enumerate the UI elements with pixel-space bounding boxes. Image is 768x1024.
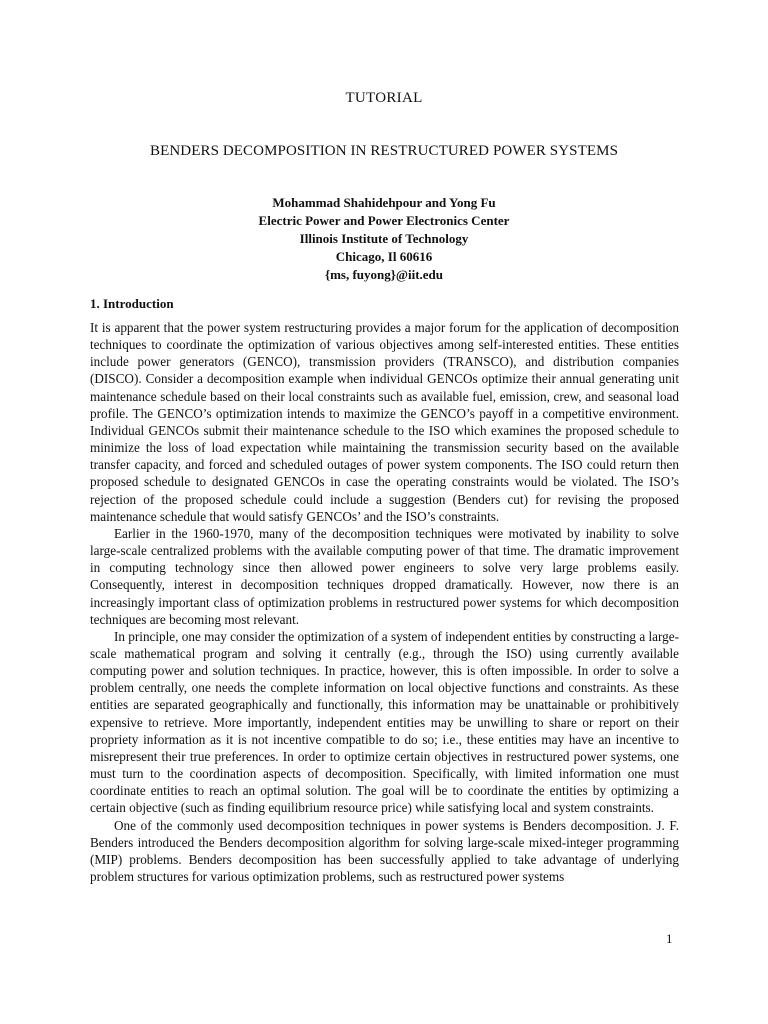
author-institution: Illinois Institute of Technology bbox=[299, 231, 469, 246]
author-email: {ms, fuyong}@iit.edu bbox=[324, 267, 444, 282]
paragraph-4: One of the commonly used decomposition techniques in power systems is Benders decomposition. J. F. Benders introduced the Benders decomposition algorithm for solving large-scale mixed-integer programming (MIP) problems. Benders decomposition has been successfully applied to take advantage of underlying problem structures for various optimization problems, such as restructured power systems bbox=[90, 817, 679, 884]
author-names: Mohammad Shahidehpour and Yong Fu bbox=[272, 195, 496, 210]
author-location: Chicago, Il 60616 bbox=[335, 249, 433, 264]
page-number: 1 bbox=[666, 931, 673, 946]
paragraph-3: In principle, one may consider the optimization of a system of independent entities by constructing a large-scale mathematical program and solving it centrally (e.g., through the ISO) using currently available computing power and solution techniques. In practice, however, this is often impossible. In order to solve a problem centrally, one needs the complete information on local objective functions and constraints. As these entities are separated geographically and functionally, this information may be unattainable or prohibitively expensive to retrieve. More importantly, independent entities may be unwilling to share or report on their propriety information as it is not incentive compatible to do so; i.e., these entities may have an incentive to misrepresent their true preferences. In order to optimize certain objectives in restructured power systems, one must turn to the coordination aspects of decomposition. Specifically, with limited information one must coordinate entities to reach an optimal solution. The goal will be to coordinate the entities by optimizing a certain objective (such as finding equilibrium resource price) while satisfying local and system constraints. bbox=[90, 628, 679, 816]
paragraph-1: It is apparent that the power system restructuring provides a major forum for the application of decomposition techniques to coordinate the optimization of various objectives among self-interested entities. These entities include power generators (GENCO), transmission providers (TRANSCO), and distribution companies (DISCO). Consider a decomposition example when individual GENCOs optimize their annual generating unit maintenance schedule based on their local constraints such as available fuel, emission, crew, and seasonal load profile. The GENCO’s optimization intends to maximize the GENCO’s payoff in a competitive environment. Individual GENCOs submit their maintenance schedule to the ISO which examines the proposed schedule to minimize the loss of load expectation while maintaining the transmission security based on the available transfer capacity, and forced and scheduled outages of power system components. The ISO could return then proposed schedule to designated GENCOs in case the operating constraints would be violated. The ISO’s rejection of the proposed schedule could include a suggestion (Benders cut) for revising the proposed maintenance schedule that would satisfy GENCOs’ and the ISO’s constraints. bbox=[90, 320, 679, 524]
body-text bbox=[90, 319, 679, 885]
paragraph-2: Earlier in the 1960-1970, many of the decomposition techniques were motivated by inability to solve large-scale centralized problems with the available computing power of that time. The dramatic improvement in computing technology since then allowed power engineers to solve very large problems easily. Consequently, interest in decomposition techniques dropped dramatically. However, now there is an increasingly important class of optimization problems in restructured power systems for which decomposition techniques are becoming most relevant. bbox=[90, 525, 679, 627]
author-affiliation: Electric Power and Power Electronics Center bbox=[258, 213, 510, 228]
section-heading: 1. Introduction bbox=[90, 296, 174, 311]
document-label: TUTORIAL bbox=[345, 90, 423, 106]
paper-title: BENDERS DECOMPOSITION IN RESTRUCTURED POWER SYSTEMS bbox=[149, 143, 619, 159]
author-block bbox=[0, 194, 768, 284]
